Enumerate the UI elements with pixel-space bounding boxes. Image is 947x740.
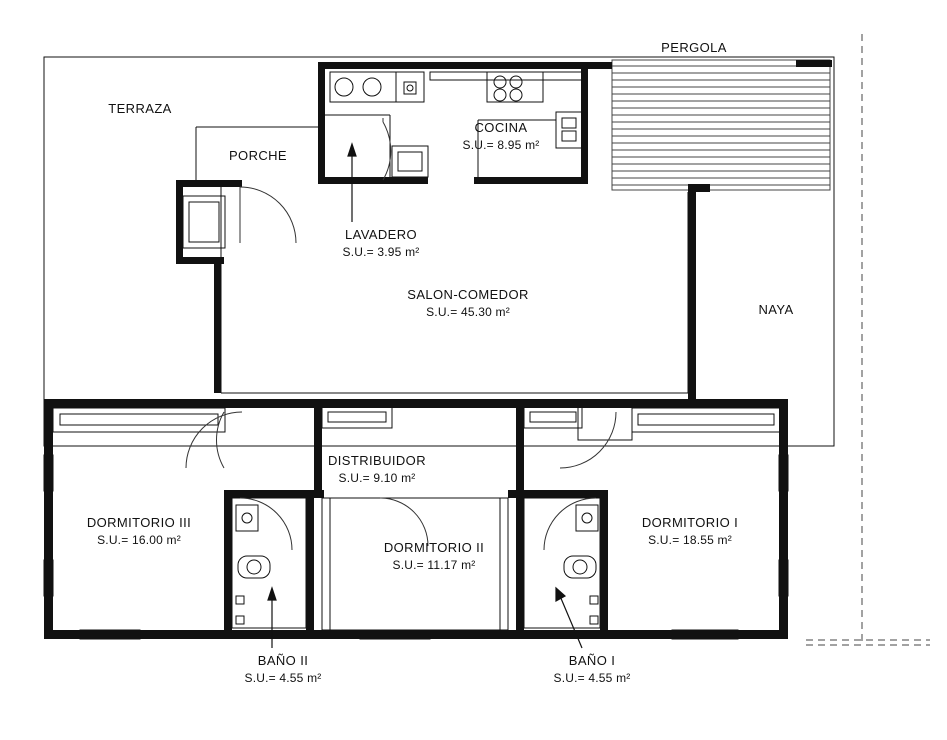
room-name-porche: PORCHE <box>228 148 288 163</box>
room-area-salon-comedor: S.U.= 45.30 m² <box>426 304 510 319</box>
room-name-lavadero: LAVADERO <box>344 227 418 242</box>
room-area-bano-ii: S.U.= 4.55 m² <box>244 670 322 685</box>
room-area-dormitorio-i: S.U.= 18.55 m² <box>648 532 732 547</box>
room-label-lavadero <box>343 226 420 260</box>
room-area-cocina: S.U.= 8.95 m² <box>462 137 540 152</box>
room-name-dormitorio-i: DORMITORIO I <box>641 515 739 530</box>
room-name-bano-i: BAÑO I <box>568 653 616 668</box>
room-label-bano-i <box>554 652 631 686</box>
room-label-dormitorio-i <box>642 514 738 548</box>
room-label-salon-comedor <box>407 286 529 320</box>
room-name-terraza: TERRAZA <box>108 101 172 116</box>
room-name-salon-comedor: SALON-COMEDOR <box>407 287 529 302</box>
room-label-dormitorio-ii <box>384 539 484 573</box>
room-area-distribuidor: S.U.= 9.10 m² <box>338 470 416 485</box>
room-area-dormitorio-iii: S.U.= 16.00 m² <box>97 532 181 547</box>
room-label-naya <box>758 301 793 319</box>
room-name-distribuidor: DISTRIBUIDOR <box>328 453 426 468</box>
room-label-distribuidor <box>328 452 426 486</box>
room-label-dormitorio-iii <box>87 514 191 548</box>
room-name-dormitorio-iii: DORMITORIO III <box>86 515 192 530</box>
room-name-bano-ii: BAÑO II <box>257 653 309 668</box>
room-name-naya: NAYA <box>758 302 794 317</box>
room-label-pergola <box>661 39 727 57</box>
room-name-dormitorio-ii: DORMITORIO II <box>383 540 485 555</box>
room-name-pergola: PERGOLA <box>661 40 727 55</box>
room-area-dormitorio-ii: S.U.= 11.17 m² <box>392 557 476 572</box>
room-label-bano-ii <box>245 652 322 686</box>
room-area-bano-i: S.U.= 4.55 m² <box>553 670 631 685</box>
room-label-cocina <box>463 119 540 153</box>
room-label-terraza <box>108 100 171 118</box>
room-area-lavadero: S.U.= 3.95 m² <box>342 244 420 259</box>
room-label-porche <box>229 147 287 165</box>
room-name-cocina: COCINA <box>474 120 528 135</box>
